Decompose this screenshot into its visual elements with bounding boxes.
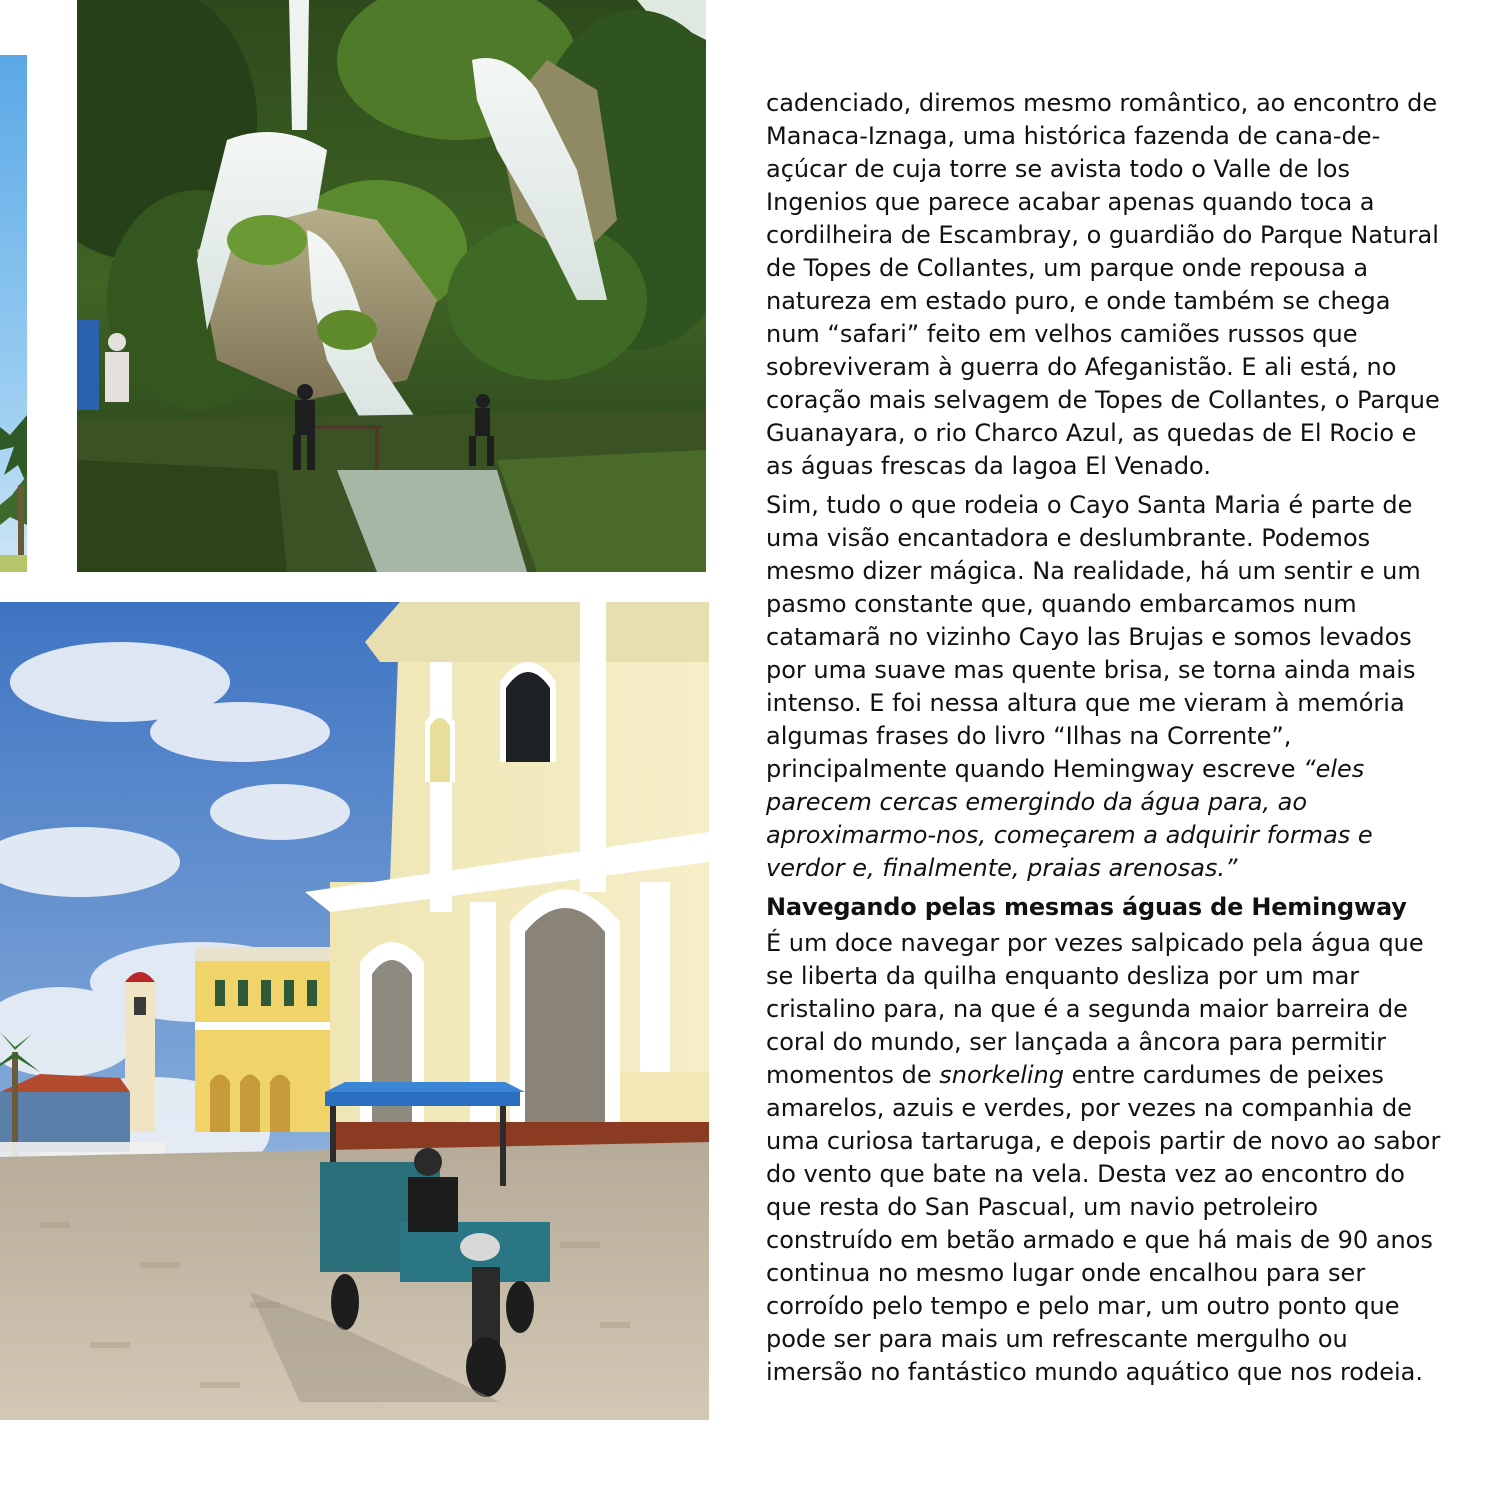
italic-term: snorkeling bbox=[939, 1061, 1064, 1089]
hemingway-quote: “eles parecem cercas emergindo da água para, ao aproximarmo-nos, começarem a adquirir formas e verdor e, finalmente, praias arenosas.” bbox=[766, 755, 1373, 882]
article-paragraph bbox=[766, 927, 1446, 1389]
waterfall-photo bbox=[77, 0, 706, 572]
trinidad-street-photo bbox=[0, 602, 709, 1420]
beach-edge-photo bbox=[0, 55, 27, 572]
paragraph-text: Sim, tudo o que rodeia o Cayo Santa Maria é parte de uma visão encantadora e deslumbrante. Podemos mesmo dizer mágica. Na realidade, há um sentir e um pasmo constante que, quando embarcamos num catamarã no vizinho Cayo las Brujas e somos levados por uma suave mas quente brisa, se torna ainda mais intenso. E foi nessa altura que me vieram à memória algumas frases do livro “Ilhas na Corrente”, principalmente quando Hemingway escreve bbox=[766, 491, 1421, 783]
section-heading: Navegando pelas mesmas águas de Hemingway bbox=[766, 893, 1407, 921]
article-paragraph bbox=[766, 489, 1446, 885]
article-body bbox=[766, 87, 1446, 1395]
paragraph-text: entre cardumes de peixes amarelos, azuis e verdes, por vezes na companhia de uma curiosa tartaruga, e depois partir de novo ao sabor do vento que bate na vela. Desta vez ao encontro do que resta do San Pascual, um navio petroleiro construído em betão armado e que há mais de 90 anos continua no mesmo lugar onde encalhou para ser corroído pelo tempo e pelo mar, um outro ponto que pode ser para mais um refrescante mergulho ou imersão no fantástico mundo aquático que nos rodeia. bbox=[766, 1061, 1441, 1386]
article-paragraph: cadenciado, diremos mesmo romântico, ao encontro de Manaca-Iznaga, uma histórica fazenda de cana-de-açúcar de cuja torre se avista todo o Valle de los Ingenios que parece acabar apenas quando toca a cordilheira de Escambray, o guardião do Parque Natural de Topes de Collantes, um parque onde repousa a natureza em estado puro, e onde também se chega num “safari” feito em velhos camiões russos que sobreviveram à guerra do Afeganistão. E ali está, no coração mais selvagem de Topes de Collantes, o Parque Guanayara, o rio Charco Azul, as quedas de El Rocio e as águas frescas da lagoa El Venado. bbox=[766, 89, 1440, 480]
paragraph-text: É um doce navegar por vezes salpicado pela água que se liberta da quilha enquanto desliza por um mar cristalino para, na que é a segunda maior barreira de coral do mundo, ser lançada a âncora para permitir momentos de bbox=[766, 929, 1424, 1089]
